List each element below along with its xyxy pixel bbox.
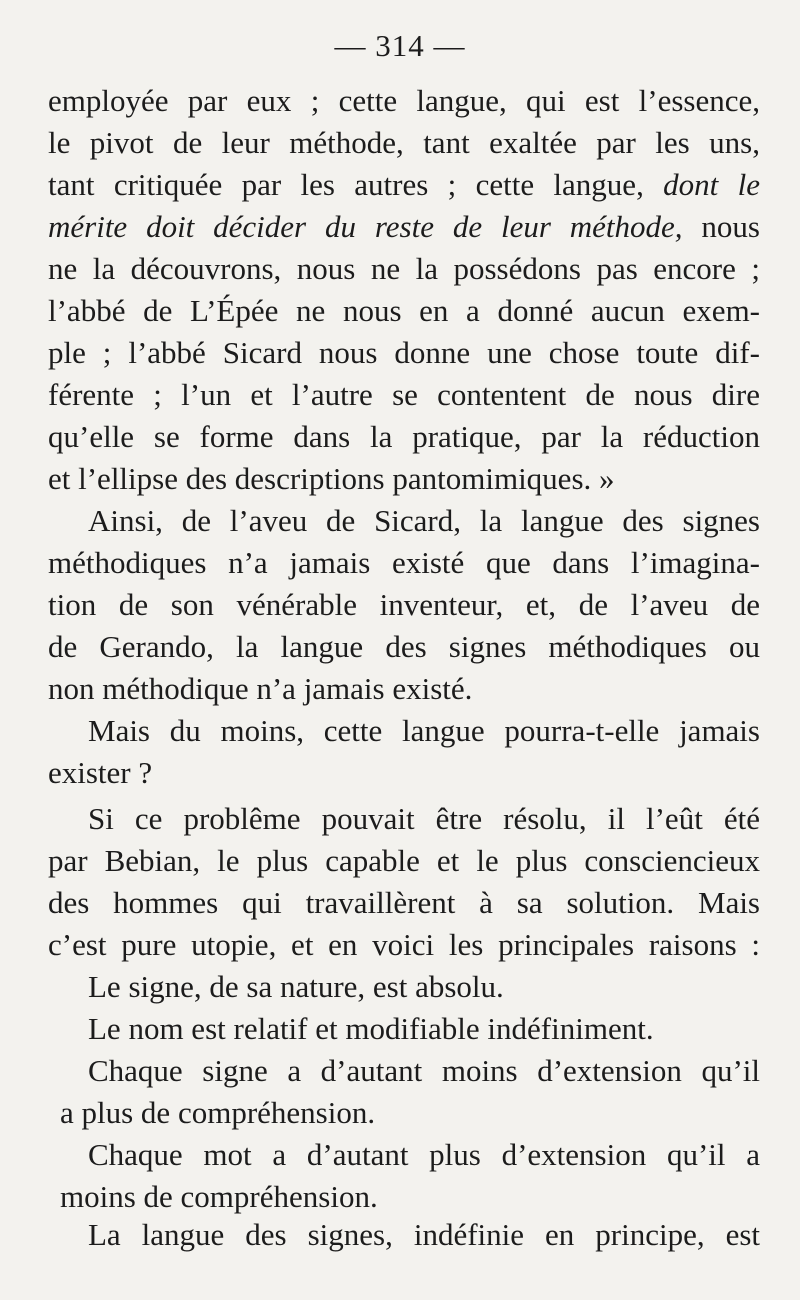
text-line: l’abbé de L’Épée ne nous en a donné aucun exem- xyxy=(48,293,760,328)
paragraph-first-line: Le nom est relatif et modifiable indéfiniment. xyxy=(88,1011,654,1046)
text-line: ne la découvrons, nous ne la possédons pas encore ; xyxy=(48,251,760,286)
text-line: exister ? xyxy=(48,755,153,790)
italic-text: dont le xyxy=(663,167,760,202)
text-line: tion de son vénérable inventeur, et, de l’aveu de xyxy=(48,587,760,622)
text-line: de Gerando, la langue des signes méthodiques ou xyxy=(48,629,760,664)
text-line: employée par eux ; cette langue, qui est l’essence, xyxy=(48,83,760,118)
text-line: non méthodique n’a jamais existé. xyxy=(48,671,473,706)
text-line: moins de compréhension. xyxy=(60,1179,378,1214)
paragraph-first-line: Chaque signe a d’autant moins d’extension qu’il xyxy=(88,1053,760,1088)
paragraph-first-line: Si ce problême pouvait être résolu, il l’eût été xyxy=(88,801,760,836)
text-segment: tant critiquée par les autres ; cette langue, xyxy=(48,167,644,202)
text-line xyxy=(48,164,760,206)
text-segment: nous xyxy=(701,209,760,244)
text-line: qu’elle se forme dans la pratique, par la réduction xyxy=(48,419,760,454)
text-line: c’est pure utopie, et en voici les principales raisons : xyxy=(48,927,760,962)
text-line: et l’ellipse des descriptions pantomimiques. » xyxy=(48,461,615,496)
text-line xyxy=(48,206,760,248)
text-line: des hommes qui travaillèrent à sa solution. Mais xyxy=(48,885,760,920)
paragraph-first-line: Chaque mot a d’autant plus d’extension qu’il a xyxy=(88,1137,760,1172)
paragraph-first-line: La langue des signes, indéfinie en principe, est xyxy=(88,1217,760,1252)
paragraph-first-line: Le signe, de sa nature, est absolu. xyxy=(88,969,504,1004)
text-line: méthodiques n’a jamais existé que dans l’imagina- xyxy=(48,545,760,580)
paragraph-first-line: Mais du moins, cette langue pourra-t-elle jamais xyxy=(88,713,760,748)
text-line: le pivot de leur méthode, tant exaltée par les uns, xyxy=(48,125,760,160)
text-line: a plus de compréhension. xyxy=(60,1095,376,1130)
text-line: ple ; l’abbé Sicard nous donne une chose toute dif- xyxy=(48,335,760,370)
page-number: — 314 — xyxy=(334,28,466,63)
text-line: par Bebian, le plus capable et le plus consciencieux xyxy=(48,843,760,878)
italic-text: mérite doit décider du reste de leur méthode, xyxy=(48,209,683,244)
paragraph-first-line: Ainsi, de l’aveu de Sicard, la langue des signes xyxy=(88,503,760,538)
text-line: férente ; l’un et l’autre se contentent de nous dire xyxy=(48,377,760,412)
